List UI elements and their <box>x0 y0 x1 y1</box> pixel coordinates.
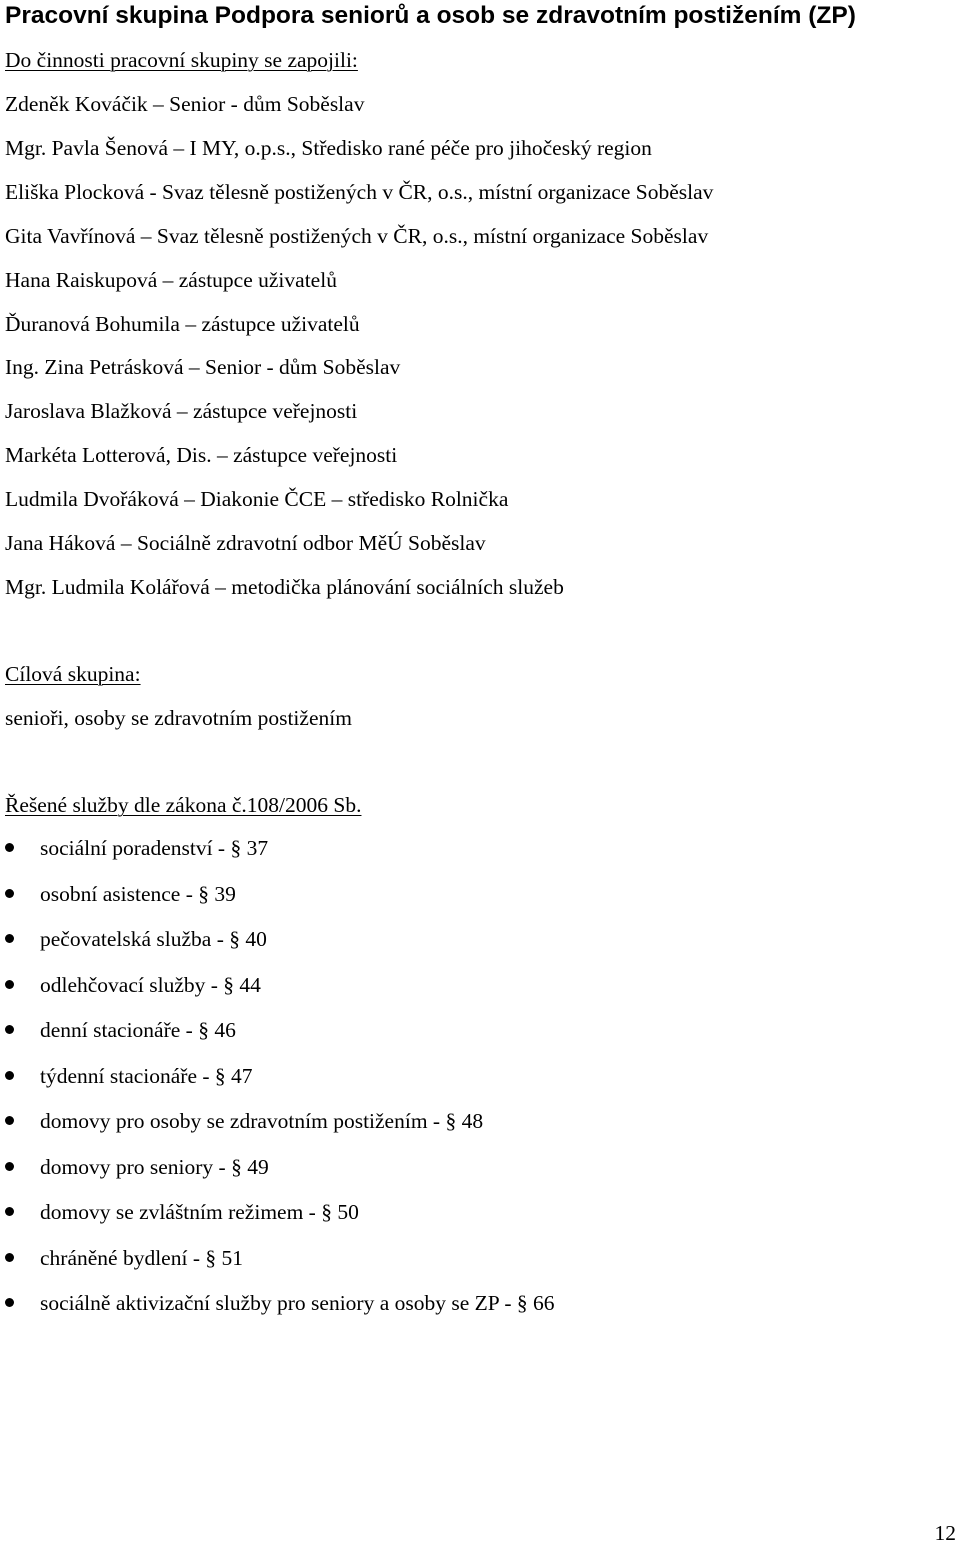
member-line: Ďuranová Bohumila – zástupce uživatelů <box>5 312 360 336</box>
service-label: denní stacionáře - § 46 <box>40 1018 236 1042</box>
service-label: domovy pro seniory - § 49 <box>40 1154 269 1179</box>
bullet-icon <box>5 934 14 943</box>
bullet-icon <box>5 1025 14 1034</box>
bullet-icon <box>5 1207 14 1216</box>
bullet-icon <box>5 1116 14 1125</box>
service-label: týdenní stacionáře - § 47 <box>40 1063 253 1088</box>
member-line: Mgr. Ludmila Kolářová – metodička plánování sociálních služeb <box>5 575 564 599</box>
bullet-icon <box>5 843 14 852</box>
member-line: Gita Vavřínová – Svaz tělesně postižených v ČR, o.s., místní organizace Soběslav <box>5 224 709 248</box>
member-line: Hana Raiskupová – zástupce uživatelů <box>5 268 337 292</box>
page-number: 12 <box>934 1521 956 1545</box>
member-line: Zdeněk Kováčik – Senior - dům Soběslav <box>5 92 365 116</box>
page-title: Pracovní skupina Podpora seniorů a osob se zdravotním postižením (ZP) <box>5 2 856 29</box>
bullet-icon <box>5 1162 14 1171</box>
member-line: Mgr. Pavla Šenová – I MY, o.p.s., Středisko rané péče pro jihočeský region <box>5 136 652 160</box>
bullet-icon <box>5 1071 14 1080</box>
target-group-text: senioři, osoby se zdravotním postižením <box>5 706 352 730</box>
service-label: domovy pro osoby se zdravotním postižením - § 48 <box>40 1109 484 1133</box>
service-label: osobní asistence - § 39 <box>40 881 236 906</box>
bullet-icon <box>5 980 14 989</box>
service-label: domovy se zvláštním režimem - § 50 <box>40 1200 359 1224</box>
member-line: Jaroslava Blažková – zástupce veřejnosti <box>5 399 358 423</box>
service-label: chráněné bydlení - § 51 <box>40 1245 243 1270</box>
member-line: Ludmila Dvořáková – Diakonie ČCE – středisko Rolnička <box>5 487 509 511</box>
service-label: odlehčovací služby - § 44 <box>40 972 261 997</box>
bullet-icon <box>5 1298 14 1307</box>
member-line: Jana Háková – Sociálně zdravotní odbor MěÚ Soběslav <box>5 531 486 555</box>
member-line: Eliška Plocková - Svaz tělesně postižených v ČR, o.s., místní organizace Soběslav <box>5 180 714 204</box>
service-label: sociální poradenství - § 37 <box>40 836 269 860</box>
member-line: Ing. Zina Petrásková – Senior - dům Soběslav <box>5 355 401 379</box>
bullet-icon <box>5 1253 14 1262</box>
member-line: Markéta Lotterová, Dis. – zástupce veřejnosti <box>5 443 398 467</box>
members-heading: Do činnosti pracovní skupiny se zapojili: <box>5 48 358 72</box>
bullet-icon <box>5 889 14 898</box>
service-label: pečovatelská služba - § 40 <box>40 927 267 951</box>
services-heading: Řešené služby dle zákona č.108/2006 Sb. <box>5 793 362 817</box>
service-label: sociálně aktivizační služby pro seniory a osoby se ZP - § 66 <box>40 1291 555 1315</box>
target-group-heading: Cílová skupina: <box>5 662 141 686</box>
